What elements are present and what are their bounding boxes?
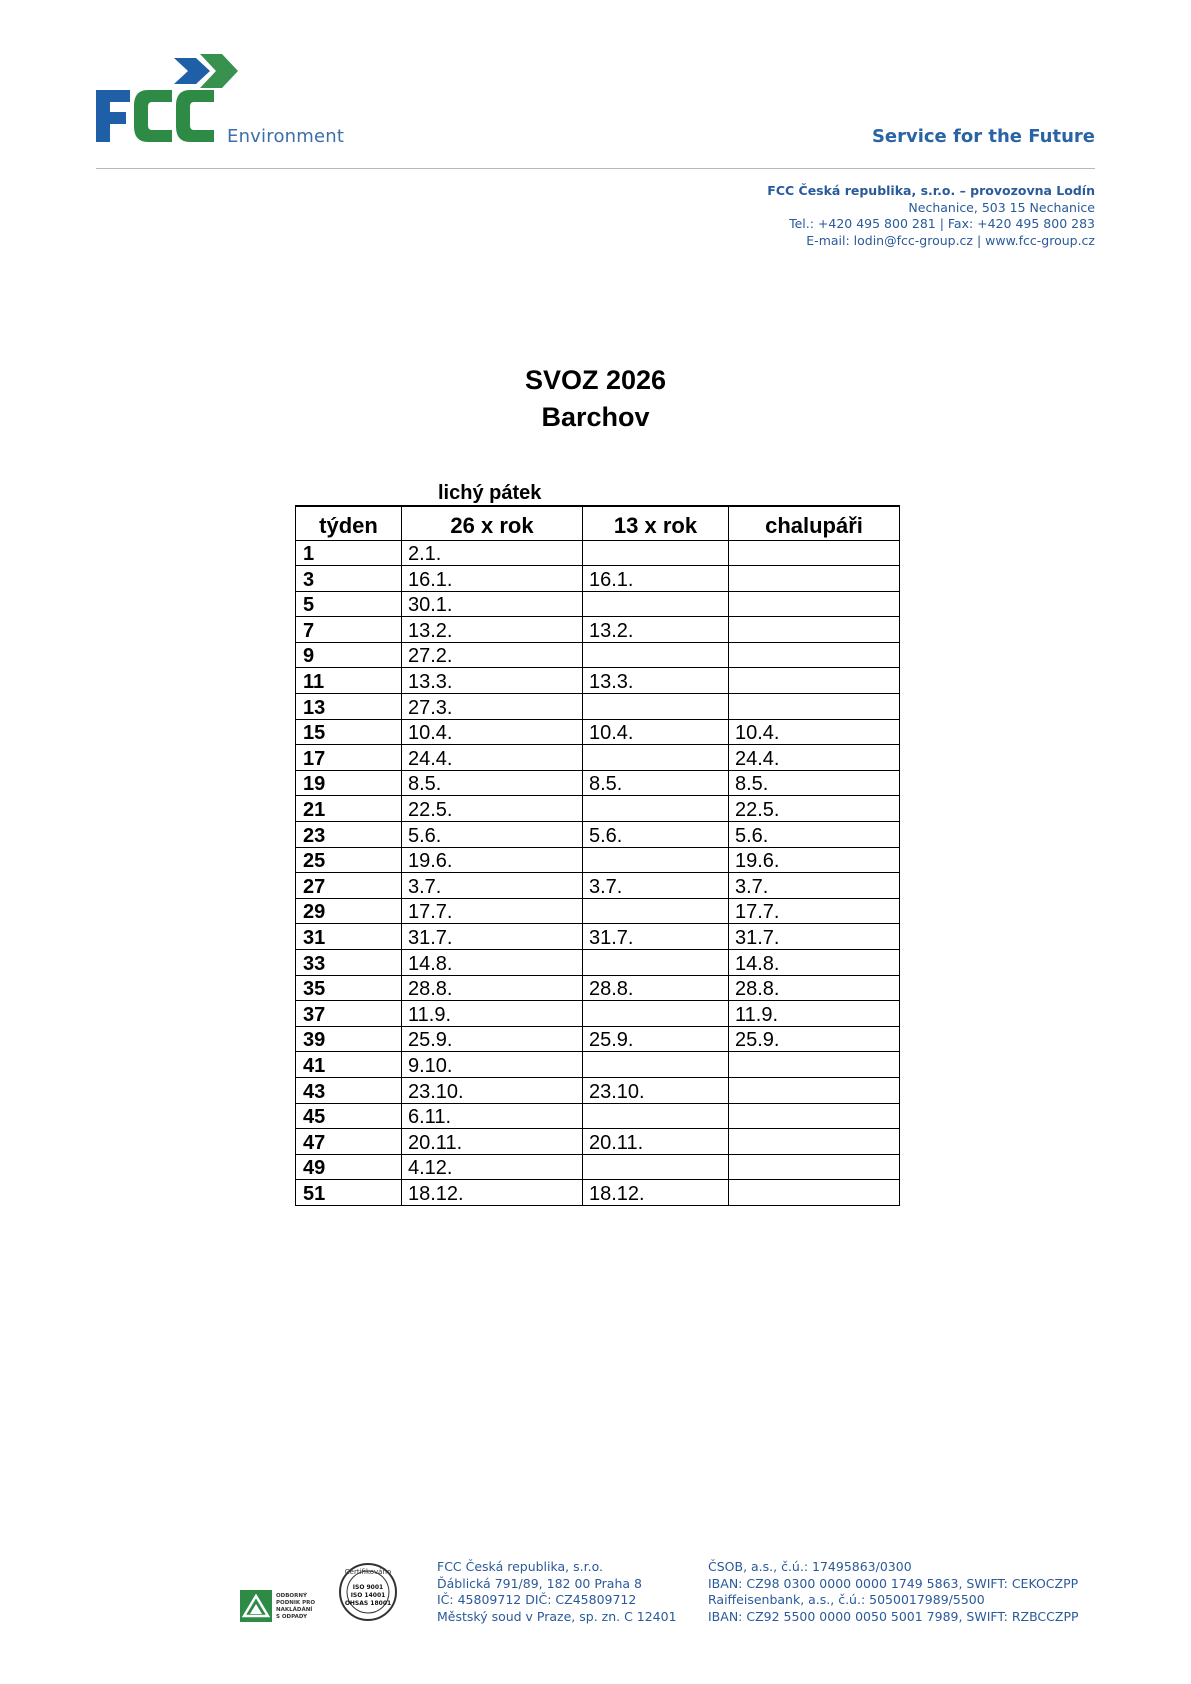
cell-26x: 25.9.: [402, 1026, 583, 1052]
table-row: [296, 770, 900, 796]
cell-cottagers: [729, 591, 900, 617]
cell-13x: [583, 591, 729, 617]
table-row: [296, 1052, 900, 1078]
table-row: [296, 668, 900, 694]
cell-26x: 9.10.: [402, 1052, 583, 1078]
cell-week: 9: [296, 642, 402, 668]
cell-26x: 27.2.: [402, 642, 583, 668]
cell-13x: 3.7.: [583, 873, 729, 899]
cell-26x: 24.4.: [402, 745, 583, 771]
table-row: [296, 1129, 900, 1155]
cell-13x: [583, 694, 729, 720]
cell-26x: 20.11.: [402, 1129, 583, 1155]
cell-13x: 16.1.: [583, 566, 729, 592]
logo-subtitle: Environment: [227, 126, 345, 147]
cell-13x: [583, 1052, 729, 1078]
cell-cottagers: [729, 1180, 900, 1206]
cell-26x: 3.7.: [402, 873, 583, 899]
cell-cottagers: 28.8.: [729, 975, 900, 1001]
cell-cottagers: [729, 1052, 900, 1078]
cell-week: 23: [296, 822, 402, 848]
cell-cottagers: [729, 668, 900, 694]
table-row: [296, 591, 900, 617]
cell-13x: [583, 1154, 729, 1180]
cell-13x: 23.10.: [583, 1077, 729, 1103]
cell-13x: [583, 898, 729, 924]
cell-26x: 18.12.: [402, 1180, 583, 1206]
cell-cottagers: 31.7.: [729, 924, 900, 950]
cell-cottagers: [729, 1103, 900, 1129]
table-row: [296, 1103, 900, 1129]
table-row: [296, 975, 900, 1001]
cell-week: 17: [296, 745, 402, 771]
cell-week: 37: [296, 1001, 402, 1027]
cell-13x: [583, 1001, 729, 1027]
cell-cottagers: 24.4.: [729, 745, 900, 771]
footer-line: FCC Česká republika, s.r.o.: [437, 1559, 603, 1574]
table-row: [296, 950, 900, 976]
cell-week: 27: [296, 873, 402, 899]
cell-26x: 30.1.: [402, 591, 583, 617]
cell-13x: 5.6.: [583, 822, 729, 848]
cell-cottagers: [729, 642, 900, 668]
cell-week: 11: [296, 668, 402, 694]
svg-text:ODBORNÝ: ODBORNÝ: [276, 1593, 307, 1599]
cell-26x: 2.1.: [402, 540, 583, 566]
table-row: [296, 796, 900, 822]
table-row: [296, 1154, 900, 1180]
cell-week: 45: [296, 1103, 402, 1129]
cell-week: 31: [296, 924, 402, 950]
table-row: [296, 822, 900, 848]
footer-line: Ďáblická 791/89, 182 00 Praha 8: [437, 1575, 642, 1591]
footer-line: IČ: 45809712 DIČ: CZ45809712: [437, 1592, 637, 1607]
cell-week: 21: [296, 796, 402, 822]
svg-text:S ODPADY: S ODPADY: [276, 1614, 308, 1620]
cell-26x: 28.8.: [402, 975, 583, 1001]
cell-week: 43: [296, 1077, 402, 1103]
cell-26x: 17.7.: [402, 898, 583, 924]
cell-26x: 22.5.: [402, 796, 583, 822]
table-row: [296, 617, 900, 643]
cell-cottagers: [729, 566, 900, 592]
cell-26x: 27.3.: [402, 694, 583, 720]
footer-line: IBAN: CZ92 5500 0000 0050 5001 7989, SWIFT: RZBCCZPP: [708, 1608, 1079, 1624]
table-row: [296, 566, 900, 592]
table-row: [296, 1077, 900, 1103]
cell-13x: [583, 540, 729, 566]
cell-week: 13: [296, 694, 402, 720]
cell-week: 7: [296, 617, 402, 643]
cell-week: 29: [296, 898, 402, 924]
cell-cottagers: [729, 617, 900, 643]
cell-week: 41: [296, 1052, 402, 1078]
svg-text:ISO 9001: ISO 9001: [352, 1584, 384, 1591]
cell-week: 39: [296, 1026, 402, 1052]
contact-line: FCC Česká republika, s.r.o. – provozovna Lodín: [767, 183, 1095, 198]
table-row: [296, 1026, 900, 1052]
cell-26x: 13.3.: [402, 668, 583, 694]
cell-cottagers: 25.9.: [729, 1026, 900, 1052]
cell-26x: 8.5.: [402, 770, 583, 796]
cell-week: 35: [296, 975, 402, 1001]
table-row: [296, 1001, 900, 1027]
cell-week: 19: [296, 770, 402, 796]
header-13x: 13 x rok: [583, 506, 729, 540]
cell-cottagers: 17.7.: [729, 898, 900, 924]
cell-13x: [583, 745, 729, 771]
cell-cottagers: 10.4.: [729, 719, 900, 745]
table-row: [296, 540, 900, 566]
cell-13x: [583, 847, 729, 873]
cell-13x: 10.4.: [583, 719, 729, 745]
cell-week: 15: [296, 719, 402, 745]
cell-week: 49: [296, 1154, 402, 1180]
cell-cottagers: 5.6.: [729, 822, 900, 848]
contact-block: [767, 183, 1095, 249]
footer-line: ČSOB, a.s., č.ú.: 17495863/0300: [708, 1559, 912, 1574]
contact-line: Tel.: +420 495 800 281 | Fax: +420 495 800 283: [789, 216, 1095, 231]
cell-cottagers: [729, 694, 900, 720]
table-row: [296, 873, 900, 899]
table-row: [296, 924, 900, 950]
cell-26x: 31.7.: [402, 924, 583, 950]
contact-line: Nechanice, 503 15 Nechanice: [908, 199, 1095, 215]
cell-26x: 19.6.: [402, 847, 583, 873]
cell-cottagers: 19.6.: [729, 847, 900, 873]
cell-26x: 6.11.: [402, 1103, 583, 1129]
cell-cottagers: [729, 1154, 900, 1180]
cell-week: 47: [296, 1129, 402, 1155]
header-divider: [96, 168, 1095, 169]
cell-13x: 18.12.: [583, 1180, 729, 1206]
footer-line: IBAN: CZ98 0300 0000 0000 1749 5863, SWIFT: CEKOCZPP: [708, 1575, 1079, 1591]
cell-week: 1: [296, 540, 402, 566]
cell-cottagers: [729, 1077, 900, 1103]
header-cottagers: chalupáři: [729, 506, 900, 540]
cell-13x: [583, 1103, 729, 1129]
table-row: [296, 719, 900, 745]
cell-week: 3: [296, 566, 402, 592]
cell-26x: 4.12.: [402, 1154, 583, 1180]
table-row: [296, 642, 900, 668]
cell-cottagers: 8.5.: [729, 770, 900, 796]
table-row: [296, 847, 900, 873]
table-subheading: lichý pátek: [438, 482, 542, 504]
cell-week: 25: [296, 847, 402, 873]
table-header-row: [296, 506, 900, 540]
cell-13x: 8.5.: [583, 770, 729, 796]
header-26x: 26 x rok: [402, 506, 583, 540]
iso-certification-seal: [338, 1562, 398, 1622]
table-row: [296, 694, 900, 720]
cell-cottagers: [729, 1129, 900, 1155]
svg-text:ISO 14001: ISO 14001: [350, 1592, 386, 1599]
cell-26x: 13.2.: [402, 617, 583, 643]
cell-week: 33: [296, 950, 402, 976]
cell-13x: 31.7.: [583, 924, 729, 950]
footer-company-info: [437, 1559, 677, 1625]
title-line-1: SVOZ 2026: [524, 365, 667, 395]
footer-bank-info: [708, 1559, 1079, 1625]
svg-text:Certifikováno: Certifikováno: [344, 1568, 392, 1576]
table-row: [296, 745, 900, 771]
tagline: Service for the Future: [871, 126, 1095, 147]
collection-schedule-table: [295, 505, 900, 1206]
cell-cottagers: [729, 540, 900, 566]
cell-13x: 28.8.: [583, 975, 729, 1001]
cell-13x: 13.3.: [583, 668, 729, 694]
cell-13x: [583, 796, 729, 822]
title-line-2: Barchov: [541, 402, 650, 432]
cell-week: 51: [296, 1180, 402, 1206]
cell-26x: 11.9.: [402, 1001, 583, 1027]
footer-line: Městský soud v Praze, sp. zn. C 12401: [437, 1608, 677, 1624]
svg-text:NAKLÁDÁNÍ: NAKLÁDÁNÍ: [276, 1607, 313, 1613]
cell-cottagers: 3.7.: [729, 873, 900, 899]
cell-cottagers: 11.9.: [729, 1001, 900, 1027]
svg-text:OHSAS 18001: OHSAS 18001: [344, 1600, 392, 1607]
cell-13x: 13.2.: [583, 617, 729, 643]
cell-13x: [583, 950, 729, 976]
cell-26x: 14.8.: [402, 950, 583, 976]
table-row: [296, 898, 900, 924]
cell-13x: [583, 642, 729, 668]
page-title: [0, 362, 1191, 436]
header-week: týden: [296, 506, 402, 540]
cell-26x: 10.4.: [402, 719, 583, 745]
table-row: [296, 1180, 900, 1206]
footer-line: Raiffeisenbank, a.s., č.ú.: 5050017989/5500: [708, 1592, 985, 1607]
cell-cottagers: 22.5.: [729, 796, 900, 822]
cell-13x: 25.9.: [583, 1026, 729, 1052]
cell-26x: 5.6.: [402, 822, 583, 848]
cell-week: 5: [296, 591, 402, 617]
cell-26x: 16.1.: [402, 566, 583, 592]
cell-26x: 23.10.: [402, 1077, 583, 1103]
waste-company-badge: [240, 1590, 324, 1622]
cell-13x: 20.11.: [583, 1129, 729, 1155]
cell-cottagers: 14.8.: [729, 950, 900, 976]
svg-text:PODNIK PRO: PODNIK PRO: [276, 1600, 316, 1606]
contact-line: E-mail: lodin@fcc-group.cz | www.fcc-group.cz: [806, 232, 1095, 248]
